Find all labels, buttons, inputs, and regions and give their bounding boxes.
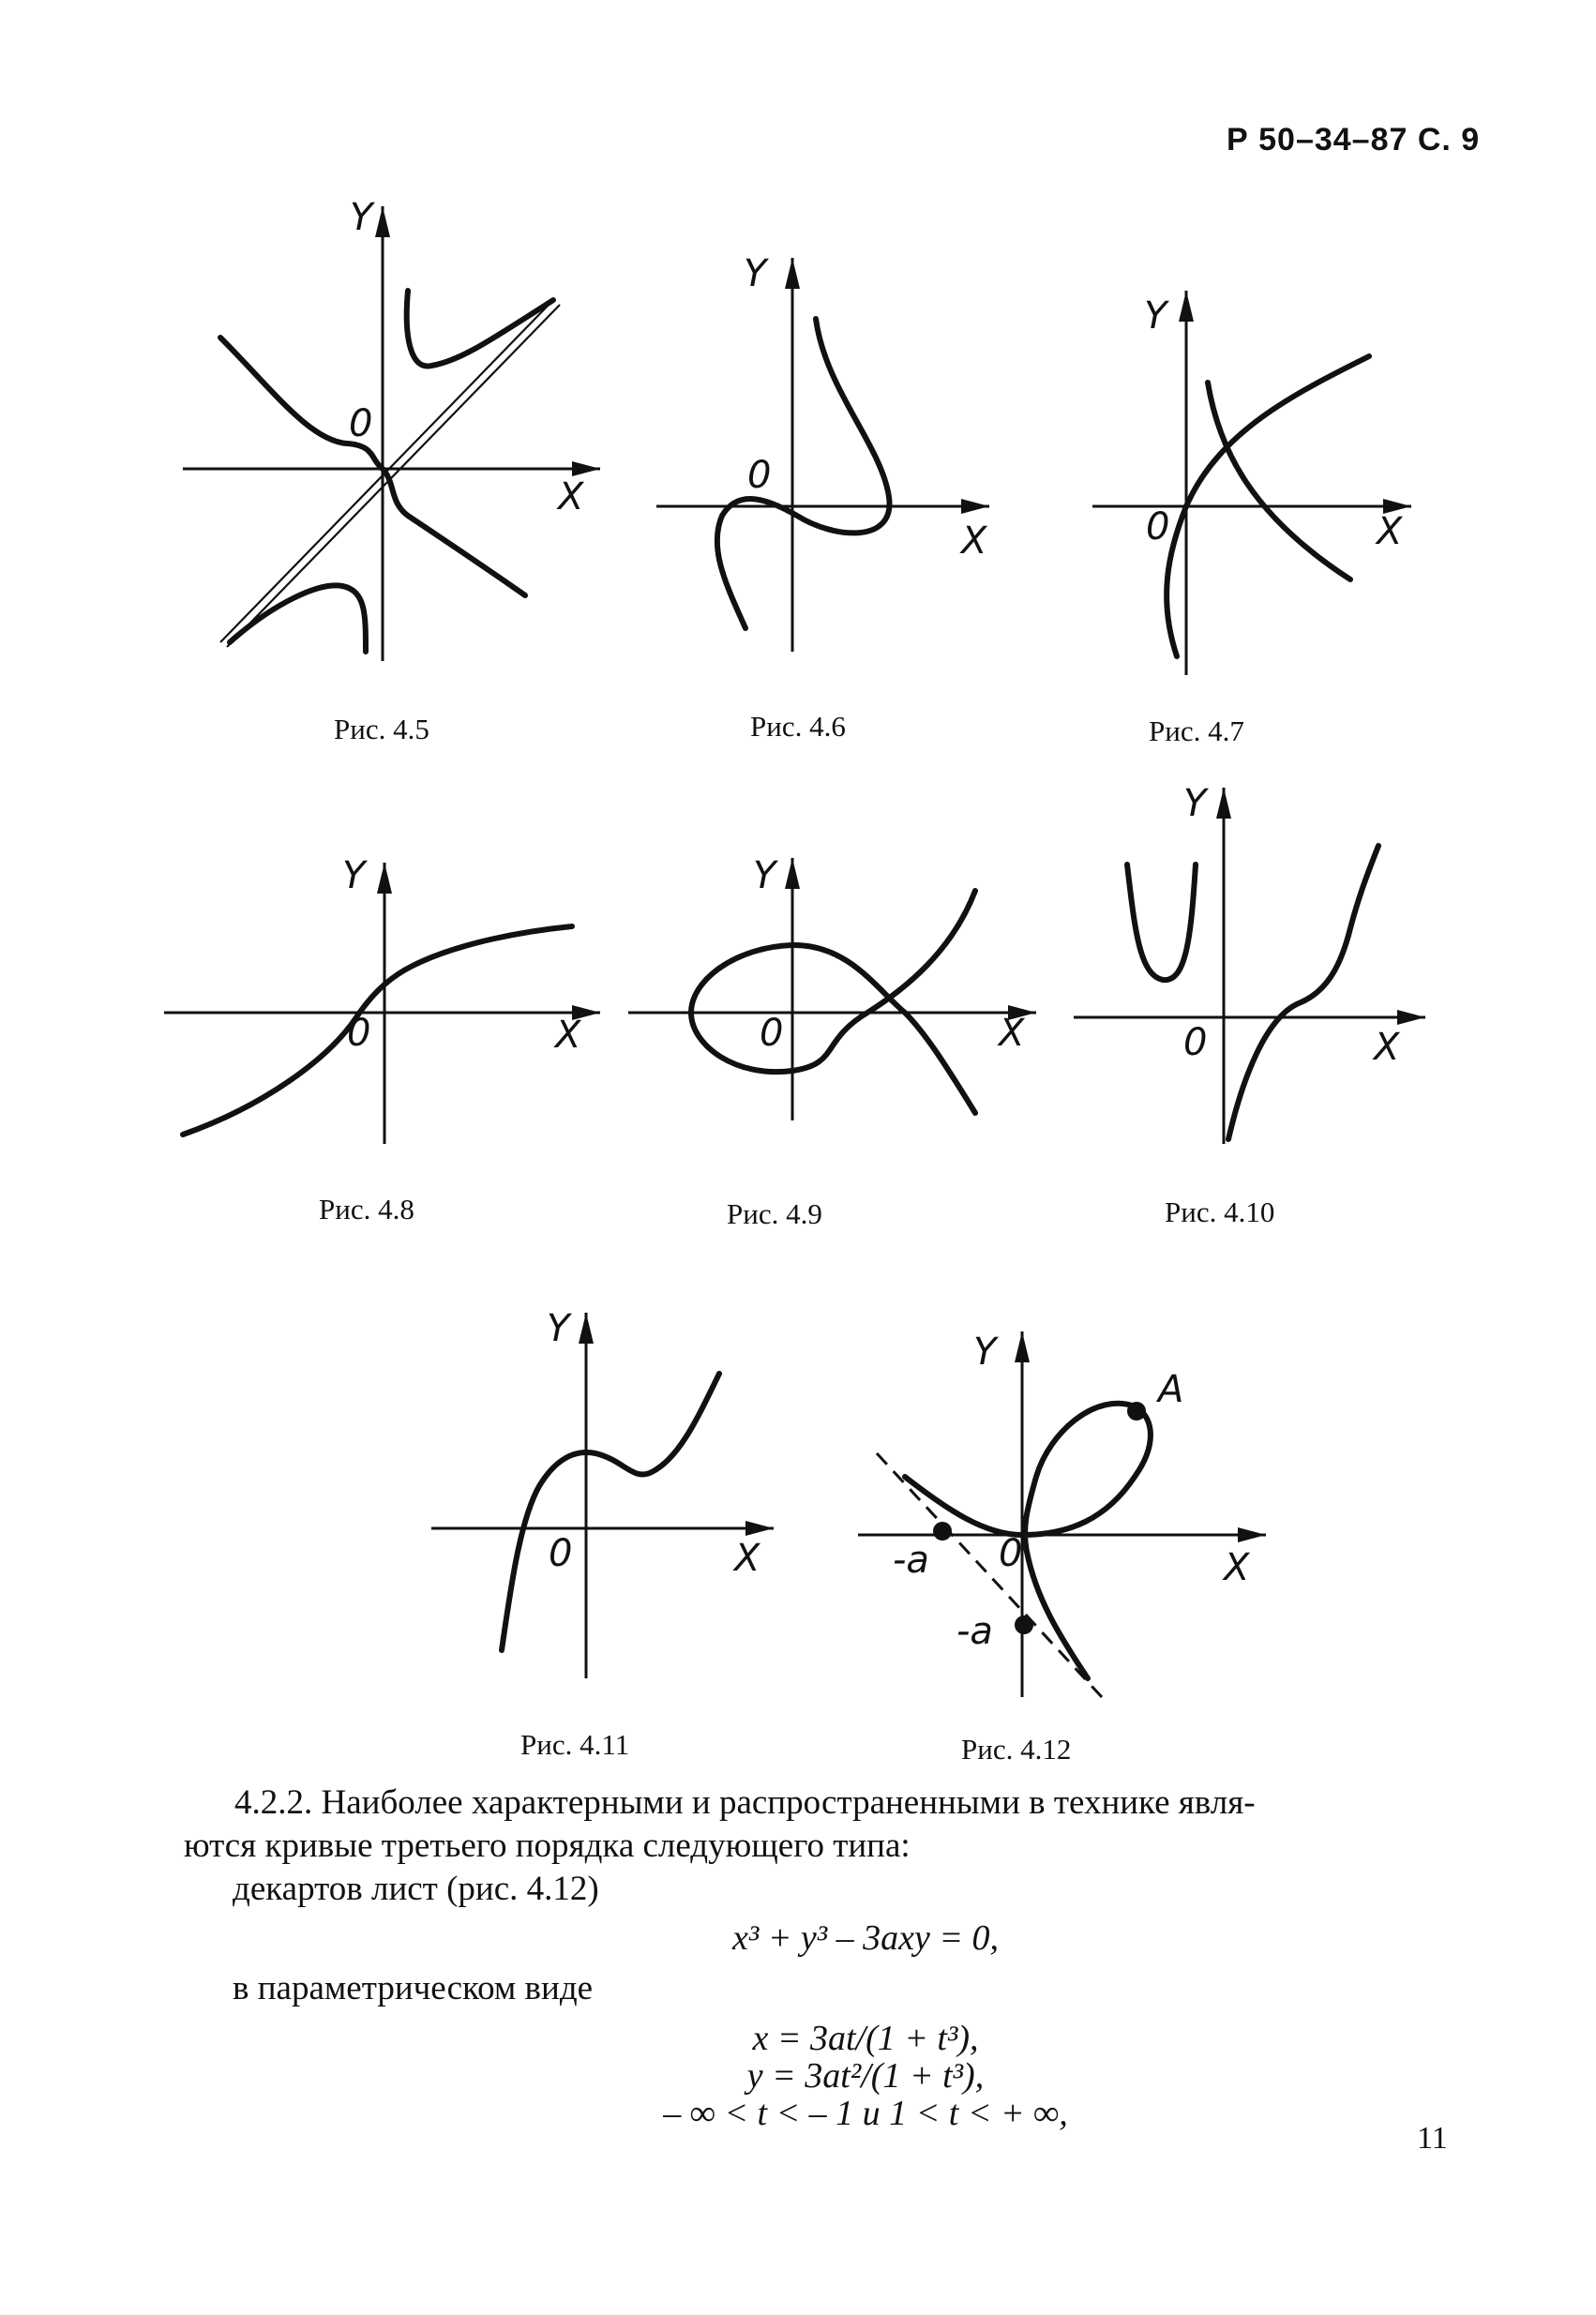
- point-neg-a-x: [933, 1522, 952, 1541]
- y-label: Y: [547, 1307, 570, 1350]
- y-label: Y: [342, 854, 366, 897]
- page-number: 11: [1417, 2121, 1448, 2156]
- paragraph-line-1: 4.2.2. Наиболее характерными и распространенными в технике явля-: [234, 1783, 1256, 1822]
- figure-4-12: [853, 1327, 1285, 1721]
- y-label: Y: [1183, 782, 1207, 825]
- caption-fig-4-12: Рис. 4.12: [961, 1733, 1072, 1766]
- figure-4-8: [159, 853, 610, 1153]
- x-label: X: [1224, 1546, 1250, 1589]
- curve-cubic: [502, 1374, 719, 1650]
- figure-4-11: [427, 1303, 802, 1688]
- origin-label: 0: [760, 1012, 784, 1055]
- y-label: Y: [1144, 294, 1167, 338]
- curve-loop: [717, 319, 890, 628]
- figure-4-9: [624, 849, 1055, 1130]
- caption-fig-4-7: Рис. 4.7: [1149, 714, 1244, 747]
- origin-label: 0: [347, 1012, 371, 1055]
- curve-loop: [691, 891, 975, 1113]
- label-a: A: [1158, 1368, 1184, 1411]
- descartes-line: декартов лист (рис. 4.12): [233, 1870, 599, 1908]
- point-neg-a-y: [1015, 1616, 1033, 1634]
- y-label: Y: [350, 196, 373, 239]
- origin-label: 0: [999, 1532, 1023, 1575]
- x-label: X: [734, 1537, 760, 1580]
- curve-branch-upper: [407, 291, 553, 367]
- curve-s: [183, 926, 572, 1135]
- x-label: X: [999, 1012, 1025, 1055]
- caption-fig-4-6: Рис. 4.6: [750, 710, 846, 743]
- parametric-line: в параметрическом виде: [233, 1969, 594, 2007]
- x-label: X: [961, 519, 987, 563]
- x-label: X: [1377, 510, 1403, 553]
- y-label: Y: [973, 1330, 997, 1374]
- point-a: [1127, 1402, 1146, 1421]
- curve-branch-b: [1208, 383, 1350, 579]
- y-label: Y: [744, 252, 767, 295]
- label-neg-a-x: -a: [893, 1539, 929, 1582]
- curve-folium: [905, 1404, 1151, 1678]
- x-label: X: [1374, 1026, 1400, 1069]
- x-label: X: [555, 1014, 581, 1057]
- body-text: [184, 1781, 1498, 2133]
- formula-1: x³ + y³ – 3axy = 0,: [731, 1918, 1000, 1958]
- figure-4-7: [1088, 281, 1435, 684]
- caption-fig-4-5: Рис. 4.5: [334, 713, 429, 745]
- curve-s-branch: [1228, 846, 1378, 1139]
- origin-label: 0: [349, 402, 373, 445]
- figure-4-5: [178, 196, 610, 680]
- origin-label: 0: [747, 454, 772, 497]
- page-header-code: Р 50–34–87 С. 9: [1227, 122, 1481, 158]
- formula-4: – ∞ < t < – 1 и 1 < t < + ∞,: [663, 2094, 1068, 2133]
- formula-2: x = 3at/(1 + t³),: [752, 2019, 979, 2058]
- x-label: X: [558, 475, 584, 519]
- label-neg-a-y: -a: [956, 1610, 993, 1653]
- caption-fig-4-8: Рис. 4.8: [319, 1193, 414, 1225]
- figure-4-10: [1069, 778, 1444, 1153]
- origin-label: 0: [549, 1532, 573, 1575]
- y-label: Y: [753, 854, 776, 897]
- formula-3: y = 3at²/(1 + t³),: [746, 2056, 985, 2096]
- paragraph-line-2: ются кривые третьего порядка следующего типа:: [184, 1826, 911, 1865]
- figure-4-6: [647, 248, 1031, 661]
- caption-fig-4-9: Рис. 4.9: [727, 1197, 822, 1230]
- caption-fig-4-10: Рис. 4.10: [1165, 1195, 1275, 1228]
- caption-fig-4-11: Рис. 4.11: [520, 1728, 630, 1761]
- origin-label: 0: [1146, 505, 1170, 549]
- curve-branch-lower: [230, 585, 366, 652]
- origin-label: 0: [1183, 1021, 1208, 1064]
- curve-u-branch: [1127, 864, 1196, 980]
